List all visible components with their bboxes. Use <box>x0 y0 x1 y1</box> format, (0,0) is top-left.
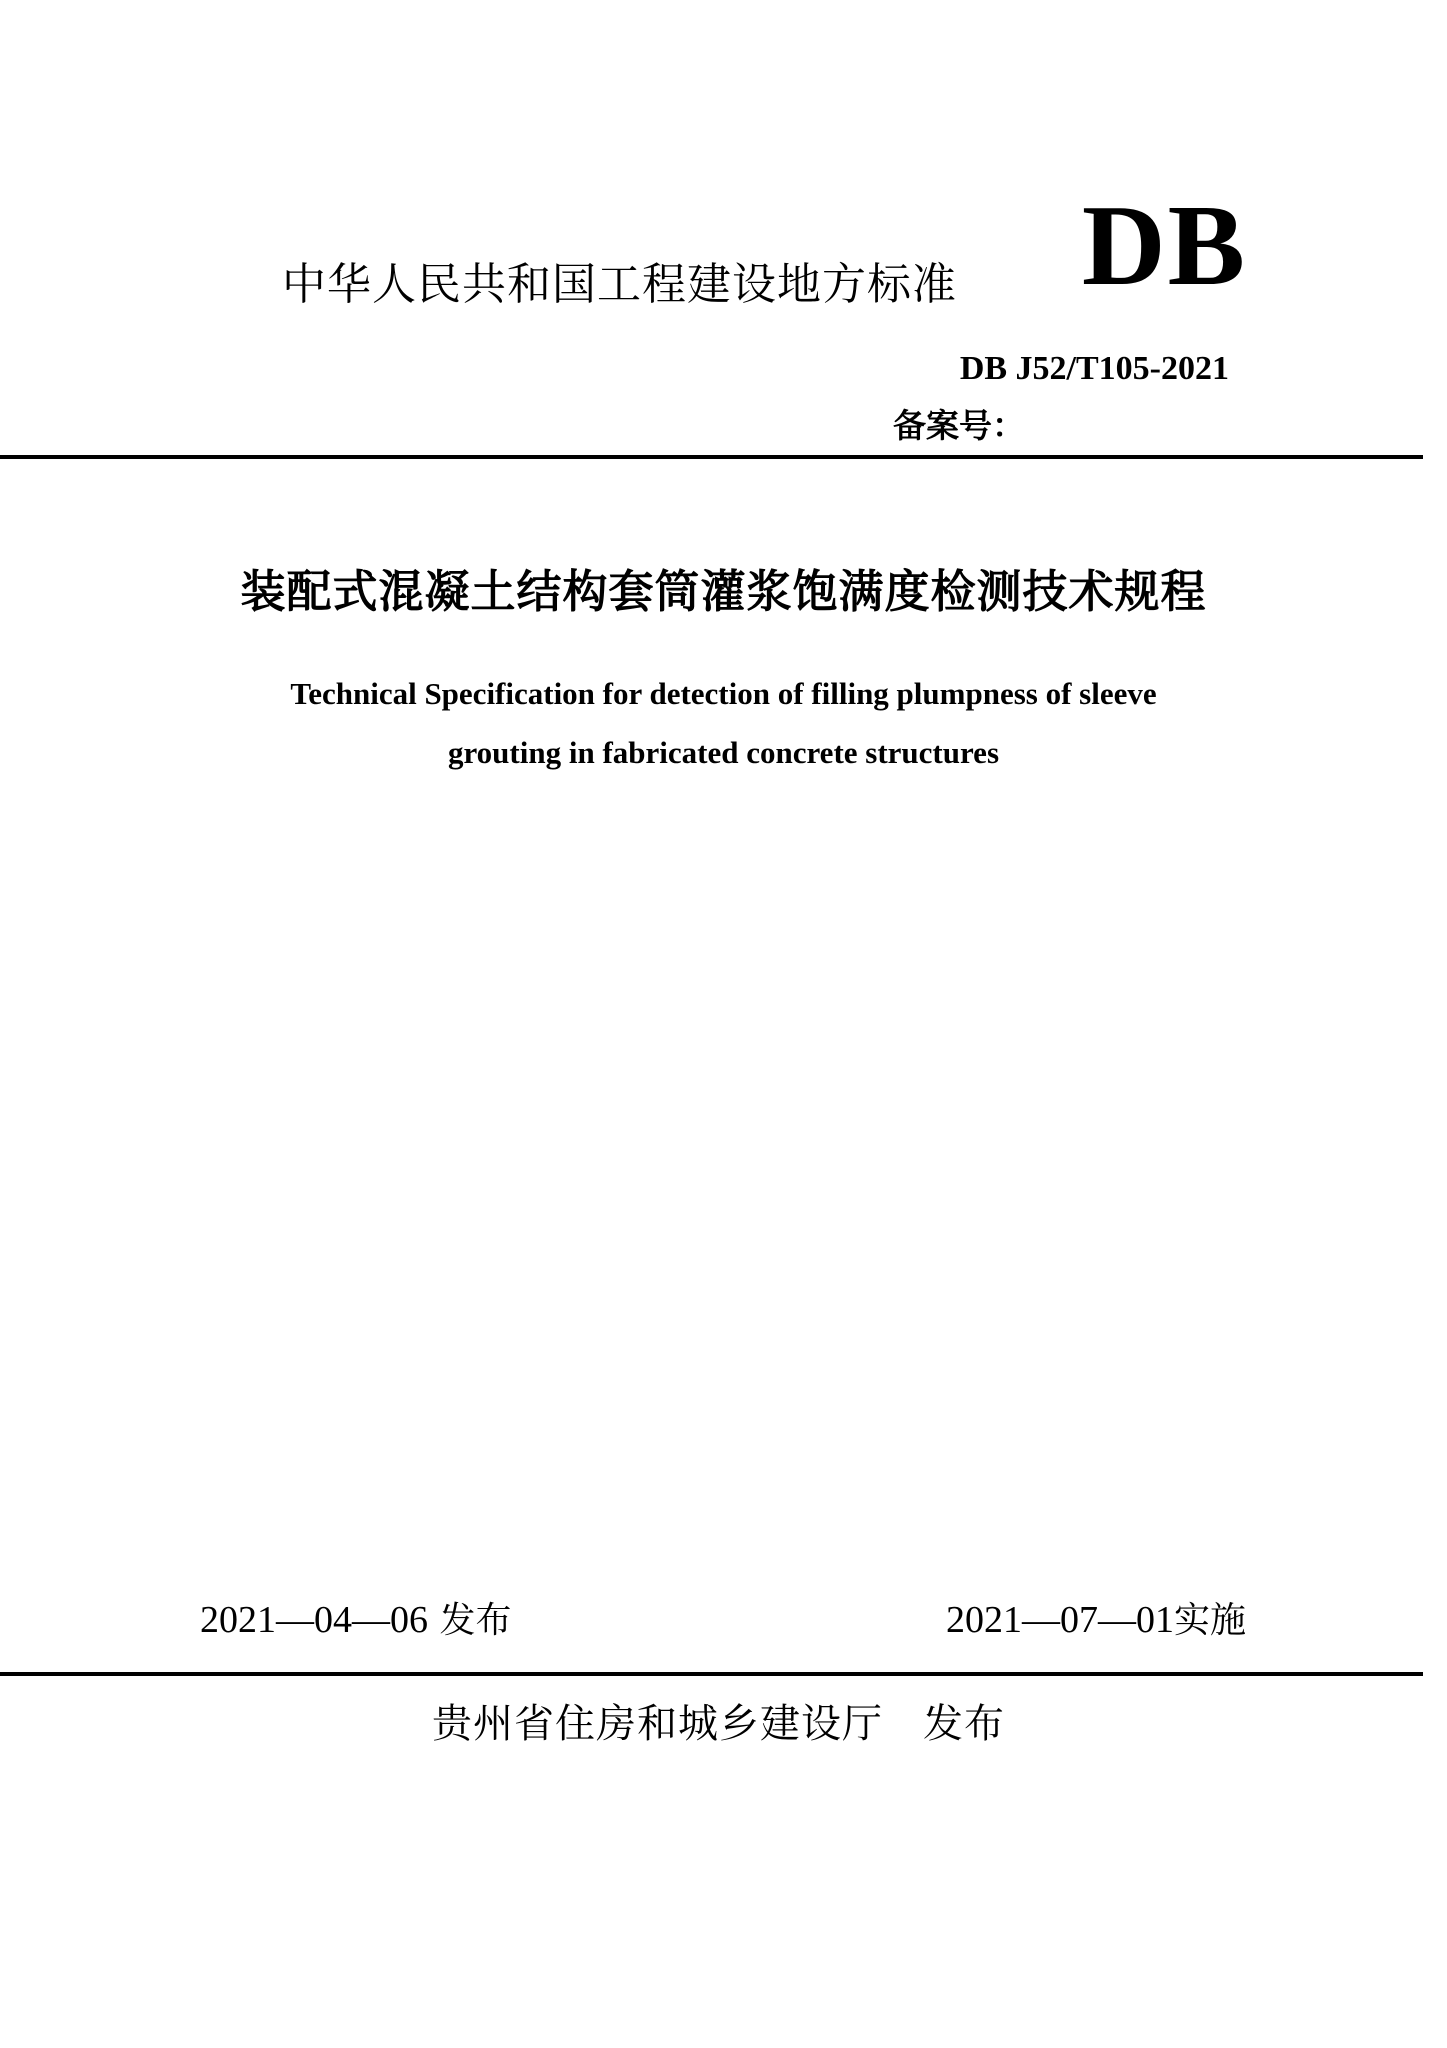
filing-number-label: 备案号： <box>893 406 1025 445</box>
document-title-chinese: 装配式混凝土结构套筒灌浆饱满度检测技术规程 <box>240 565 1207 618</box>
effective-date-label: 实施 <box>1174 1600 1247 1641</box>
document-title-english-line2: grouting in fabricated concrete structures <box>447 735 1000 770</box>
issuer-line <box>432 1692 1005 1749</box>
issue-date-value: 2021—04—06 <box>200 1599 428 1641</box>
standard-number: DB J52/T105-2021 <box>959 350 1229 387</box>
issuer-name: 贵州省住房和城乡建设厅 <box>432 1701 883 1747</box>
document-title-english-line1: Technical Specification for detection of filling plumpness of sleeve <box>290 676 1157 711</box>
top-divider <box>0 455 1423 459</box>
issue-date-label: 发布 <box>428 1600 512 1641</box>
national-standard-label: 中华人民共和国工程建设地方标准 <box>282 259 957 310</box>
bottom-divider <box>0 1672 1423 1676</box>
issue-date <box>200 1592 511 1643</box>
effective-date <box>946 1592 1246 1643</box>
issuer-action: 发布 <box>923 1701 1005 1747</box>
db-logo: DB <box>1081 182 1247 310</box>
effective-date-value: 2021—07—01 <box>946 1599 1174 1641</box>
